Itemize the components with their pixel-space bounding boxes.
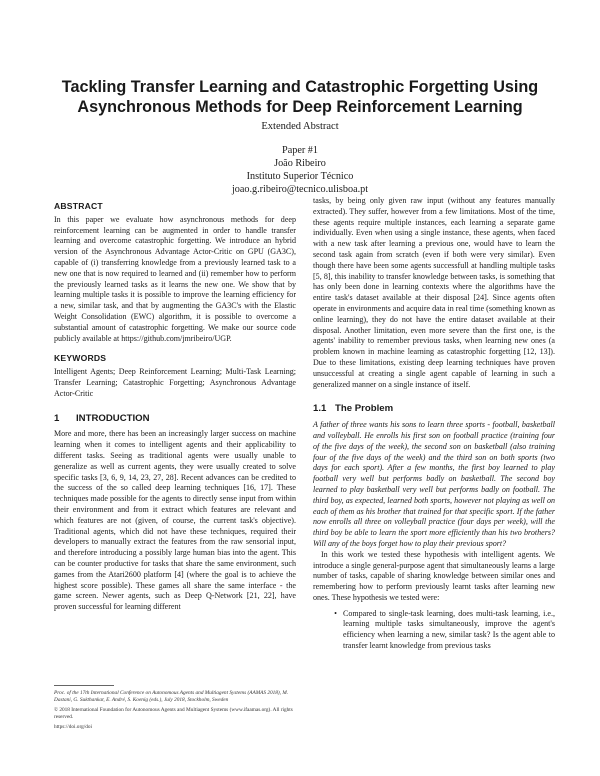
title-line-2: Asynchronous Methods for Deep Reinforcement Learning — [77, 98, 523, 116]
introduction-text: More and more, there has been an increasingly larger success on machine learning when it comes to intelligent agents and their applicability to different tasks. Seeing as traditional agents were usually unable to generalize as well as current agents, they were usually created to solve specific tasks [3, 6, 9, 14, 23, 27, 28]. Recent advances can be credited to the success of the so called deep learning techniques [16, 17]. These techniques made possible for the agents to directly sense input from within their environment and from it extract which features are relevant and which features are not (given, of course, the current task's objective). Traditional agents, which did not have these techniques, required their developers to manually extract the features from the raw sensorial input, and therefore introducing a possibly large human bias into the agent. This can be counter productive for tasks that share the same environment, such games from the Atari2600 platform [4] (where the goal is to achieve the highest score possible). These games all share the same interface - the game screen. Newer agents, such as Deep Q-Network [21, 22], have proven successful for learning different — [54, 429, 296, 612]
abstract-text: In this paper we evaluate how asynchronous methods for deep reinforcement learning can be augmented in order to handle transfer learning and overcome catastrophic forgetting. We introduce an hybrid version of the Asynchronous Advantage Actor-Critic on GPU (GA3C), capable of (i) transferring knowledge from a previously learned task to a new one that is now required to learned and (ii) remember how to perform the previously learned tasks as it learns the new one. We show that by learning multiple tasks it is possible to improve the learning efficiency for a new, similar task, and that by augmenting the GA3C's with the Elastic Weight Consolidation (EWC) algorithm, it is possible to overcome a substantial amount of catastrophic forgetting. We make our source code publicly available at https://github.com/jmribeiro/UGP. — [54, 214, 296, 343]
hypothesis-bullet-item — [313, 609, 555, 652]
keywords-text: Intelligent Agents; Deep Reinforcement Learning; Multi-Task Learning; Transfer Learning; Catastrophic Forgetting; Asynchronous Advantage Actor-Critic — [54, 367, 296, 398]
author-name: João Ribeiro — [274, 158, 326, 169]
title-line-1: Tackling Transfer Learning and Catastrophic Forgetting Using — [61, 78, 539, 96]
abstract-heading: ABSTRACT — [54, 201, 103, 211]
author-email: joao.g.ribeiro@tecnico.ulisboa.pt — [231, 184, 369, 195]
introduction-heading — [54, 414, 296, 425]
bullet-text: Compared to single-task learning, does multi-task learning, i.e., learning multiple tasks simultaneously, improve the agent's efficiency when learning a new, similar task? Is the agent able to transfer learnt knowledge from previous tasks — [343, 608, 555, 651]
left-column — [54, 201, 296, 613]
right-column — [313, 196, 555, 652]
problem-hypothesis-text: In this work we tested these hypothesis with intelligent agents. We introduce a single general-purpose agent that simultaneously learns a large number of tasks, capable of sharing knowledge between similar ones and remembering how to perform previously learnt tasks after learning new ones. These hypothesis we tested were: — [313, 549, 555, 602]
problem-number: 1.1 — [313, 403, 327, 415]
copyright-note: © 2018 International Foundation for Autonomous Agents and Multiagent Systems (www.ifaamas.org). All rights reserved. — [54, 707, 293, 720]
paper-number: Paper #1 — [282, 145, 318, 156]
keywords-heading: KEYWORDS — [54, 353, 107, 364]
doi-note: https://doi.org/doi — [54, 724, 93, 730]
introduction-continued-text: tasks, by being only given raw input (without any features manually extracted). They suffer, however from a few limitations. Most of the time, these agents require multiple instances, each learning a separate game individually. Even when using a single instance, these agents, when faced with a new task after learning a previous one, would have to learn the second task again from scratch (even if both were very similar). Even though there have been some agents successfull at handling multiple tasks [5, 8], this inability to transfer knowledge between tasks, is something that has only been done in learning contexts where the algorithms have the entire task's dataset available at their disposal [24]. Since agents often operate in environments and acquire data in real time (something known as online learning), they do not have the entire dataset available at their disposal. Another limitation, even more severe than the first one, is the agents' inability to remember previous tasks, when learning new ones (a problem known in machine learning as catastrophic forgetting [12, 13]). Due to these limitations, existing deep learning techniques have proven unsuccessful at creating a single agent capable of learning in such a generalized manner on a single instance of itself. — [313, 196, 555, 389]
introduction-number: 1 — [54, 412, 60, 424]
bullet-marker: • — [334, 608, 337, 618]
problem-title: The Problem — [335, 403, 394, 415]
proceedings-note: Proc. of the 17th International Conference on Autonomous Agents and Multiagent Systems (AAMAS 2018), M. Dastani, G. Sukthankar, E. André, S. Koenig (eds.), July 2018, Stockholm, Sweden — [54, 690, 289, 703]
introduction-title: INTRODUCTION — [76, 412, 150, 424]
paper-subtitle: Extended Abstract — [261, 121, 339, 132]
problem-heading — [313, 404, 555, 415]
author-institution: Instituto Superior Técnico — [246, 171, 354, 182]
footnote-rule — [54, 685, 114, 686]
footnotes — [54, 690, 296, 734]
problem-story-text: A father of three wants his sons to learn three sports - football, basketball and volleyball. He enrolls his first son on football practice (training four of the five days of the week), the second son on basketball (also training four of the five days of the week) and the third son on both sports (two days for each sport). After a few months, the first boy learned to play football very well but performs badly on basketball. The second boy learned to play basketball very well but performs badly on football. The third boy, as expected, learned both sports, however not playing as well on each of them as his brother that trained for that specific sport. If the father now enrolls all three on volleyball practice (four days per week), will the third boy be able to learn the sport more efficiently than his two brothers? Will any of the boys forget how to play their previous sport? — [313, 420, 555, 548]
paper-title — [40, 77, 560, 117]
